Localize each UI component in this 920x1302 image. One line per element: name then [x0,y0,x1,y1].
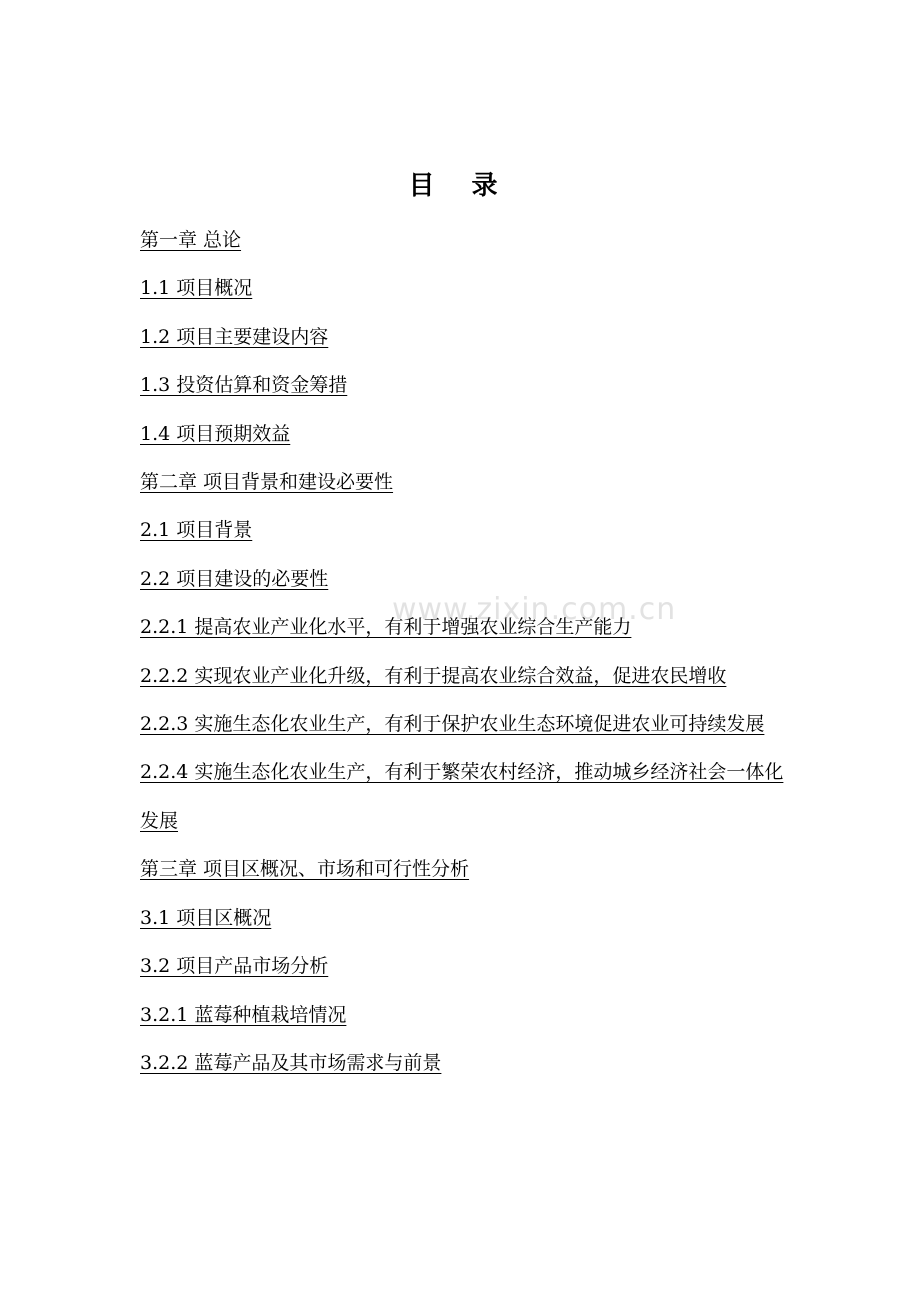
toc-entry[interactable] [140,458,790,506]
watermark: www.zixin.com.cn [392,592,677,627]
toc-link[interactable]: 2.1 项目背景 [140,519,253,542]
toc-entry[interactable] [140,264,790,312]
toc-entry[interactable] [140,603,790,651]
toc-link[interactable]: 2.2.3 实施生态化农业生产，有利于保护农业生态环境促进农业可持续发展 [140,713,765,736]
toc-entry[interactable] [140,748,790,845]
toc-entry[interactable] [140,652,790,700]
toc-link[interactable]: 第二章 项目背景和建设必要性 [140,471,394,494]
toc-link[interactable]: 1.3 投资估算和资金筹措 [140,374,348,397]
toc-link[interactable]: 第一章 总论 [140,229,242,251]
toc-link[interactable]: 3.1 项目区概况 [140,906,272,929]
toc-entry[interactable] [140,1039,790,1087]
toc-entry[interactable] [140,555,790,603]
toc-link[interactable]: 2.2 项目建设的必要性 [140,567,329,590]
toc-entry[interactable] [140,845,790,893]
toc-link[interactable]: 1.4 项目预期效益 [140,422,291,445]
toc-entry[interactable] [140,313,790,361]
toc-entry[interactable] [140,216,790,264]
toc-entry[interactable] [140,361,790,409]
toc-entry[interactable] [140,894,790,942]
toc-link[interactable]: 第三章 项目区概况、市场和可行性分析 [140,858,470,881]
toc-link[interactable]: 1.1 项目概况 [140,277,253,300]
toc-link[interactable]: 2.2.4 实施生态化农业生产，有利于繁荣农村经济，推动城乡经济社会一体化发展 [140,761,784,832]
toc-entry[interactable] [140,700,790,748]
toc-entry[interactable] [140,506,790,554]
toc-entry[interactable] [140,991,790,1039]
toc-link[interactable]: 3.2.2 蓝莓产品及其市场需求与前景 [140,1051,442,1074]
toc-link[interactable]: 3.2.1 蓝莓种植栽培情况 [140,1003,347,1026]
toc-link[interactable]: 3.2 项目产品市场分析 [140,955,329,978]
toc-list [140,216,790,1087]
toc-entry[interactable] [140,410,790,458]
toc-entry[interactable] [140,942,790,990]
toc-link[interactable]: 1.2 项目主要建设内容 [140,325,329,348]
toc-link[interactable]: 2.2.1 提高农业产业化水平，有利于增强农业综合生产能力 [140,616,632,639]
page-title: 目 录 [408,171,512,201]
toc-link[interactable]: 2.2.2 实现农业产业化升级，有利于提高农业综合效益，促进农民增收 [140,664,727,687]
